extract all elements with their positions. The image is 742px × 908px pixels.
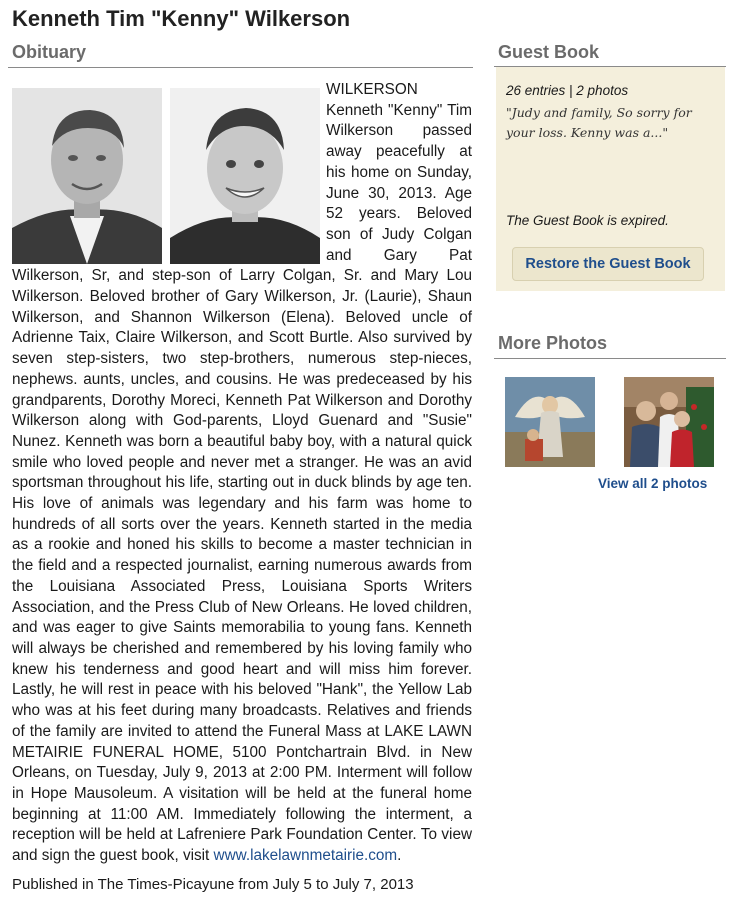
restore-guest-book-button[interactable]: Restore the Guest Book [512,247,704,281]
published-line: Published in The Times-Picayune from July 5 to July 7, 2013 [12,876,414,893]
obituary-text: WILKERSON Kenneth "Kenny" Tim Wilkerson passed away peacefully at his home on Sunday, June 30, 2013. Age 52 years. Beloved son of Judy Colgan and Gary Pat Wilkerson, Sr, and step-son of Larry Colgan, Sr. and Mary Lou Wilkerson. Beloved brother of Gary Wilkerson, Jr. (Laurie), Shaun Wilkerson, and Shannon Wilkerson (Elena). Beloved uncle of Adrienne Taix, Claire Wilkerson, and Scott Burtle. Also survived by seven step-sisters, two step-brothers, numerous step-nieces, nephews. aunts, uncles, and cousins. He was predeceased by his grandparents, Dorothy Moreci, Kenneth Pat Wilkerson and Dorothy Wilkerson along with God-parents, Lloyd Guenard and "Susie" Nunez. Kenneth was born a beautiful baby boy, with a natural quick smile who loved people and never met a stranger. He was an avid sportsman throughout his life, starting out in duck blinds by age ten. His love of animals was legendary and his farm was home to hundreds of all sorts over the years. Kenneth started in the media as a rookie and honed his skills to become a master technician in the field and a respected journalist, earning numerous awards from the Louisiana Associated Press, Louisiana Sports Writers Association, and the Press Club of New Orleans. He loved children, and was eager to give Saints memorabilia to young fans. Kenneth will always be cherished and remembered by his loving family who knew his tenderness and good heart and will miss him forever. Lastly, he will rest in peace with his beloved "Hank", the Yellow Lab who was at his feet during many broadcasts. Relatives and friends of the family are invited to attend the Funeral Mass at LAKE LAWN METAIRIE FUNERAL HOME, 5100 Pontchartrain Blvd. in New Orleans, on Tuesday, July 9, 2013 at 2:00 PM. Interment will follow in Hope Mausoleum. A visitation will be held at the funeral home beginning at 11:00 AM. Immediately following the interment, a reception will be held at Lafreniere Park Foundation Center. To view and sign the guest book, visit [12,81,472,865]
obituary-photos [12,84,320,264]
portrait-adult-photo[interactable] [12,88,162,264]
page-title: Kenneth Tim "Kenny" Wilkerson [12,6,351,31]
view-all-photos-link[interactable]: View all 2 photos [598,476,708,491]
more-photo-angel-thumbnail[interactable] [505,377,595,467]
guest-book-panel [496,67,725,291]
guest-book-expired-note: The Guest Book is expired. [506,213,669,228]
funeral-home-link[interactable]: www.lakelawnmetairie.com [213,847,398,865]
more-photos-divider [494,358,726,359]
obituary-end-punct: . [397,847,402,865]
obituary-heading: Obituary [12,42,87,62]
guest-book-quote[interactable]: "Judy and family, So sorry for your loss. Kenny was a..." [506,105,692,140]
guest-book-heading: Guest Book [498,42,600,62]
more-photo-family-thumbnail[interactable] [624,377,714,467]
obituary-main [12,80,472,867]
guest-book-meta[interactable]: 26 entries | 2 photos [506,83,629,98]
portrait-child-photo[interactable] [170,88,320,264]
obituary-divider [8,67,473,68]
more-photos-heading: More Photos [498,333,608,353]
